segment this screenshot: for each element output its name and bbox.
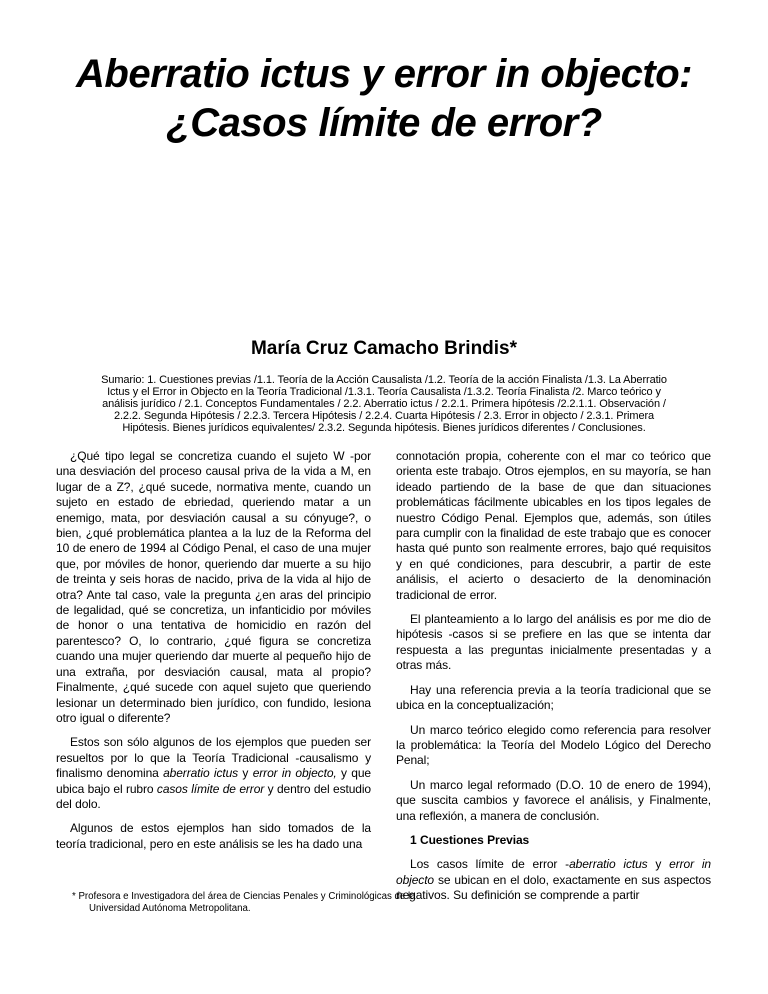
- text-run: y: [238, 766, 253, 781]
- text-run: Un marco teórico elegido como referencia para resolver la problemática: la Teoría del Modelo Lógico del Derecho Penal;: [396, 722, 711, 768]
- author-name: María Cruz Camacho Brindis*: [250, 338, 518, 359]
- body-paragraph: [396, 612, 711, 674]
- italic-term: aberratio ictus: [163, 766, 239, 781]
- text-run: 1 Cuestiones Previas: [410, 832, 530, 847]
- text-run: Algunos de estos ejemplos han sido tomados de la teoría tradicional, pero en este análisis se les ha dado una: [56, 821, 371, 851]
- text-run: Estos son sólo algunos de los ejemplos que pueden ser resueltos por lo que la Teoría Tradicional -causalismo y finalismo denomina: [56, 735, 371, 781]
- text-run: y: [647, 857, 670, 872]
- text-run: y dentro del estudio del dolo.: [56, 781, 371, 811]
- title-line-2: ¿Casos límite de error?: [166, 101, 602, 145]
- body-paragraph: [396, 723, 711, 769]
- column-left: [56, 449, 371, 913]
- body-paragraph: [396, 857, 711, 903]
- body-paragraph: [396, 683, 711, 714]
- body-paragraph: [56, 449, 371, 726]
- text-run: ¿Qué tipo legal se concretiza cuando el sujeto W -por una desviación del proceso causal priva de la vida a M, en lugar de a Z?, ¿qué sucede, normativa mente, cuando un sujeto en estado de ebriedad, queriendo matar a un enemigo, mata, por desviación causal a su cónyuge?, o bien, ¿qué problemática plantea a la luz de la Reforma del 10 de enero de 1994 al Código Penal, el caso de una mujer que, por móviles de honor, queriendo dar muerte a su hijo de treinta y seis horas de nacido, priva de la vida al hijo de otra? Ante tal caso, vale la pregunta ¿en aras del principio de legalidad, qué se concretiza, un infanticidio por móviles de honor o una tentativa de homicidio en razón del parentesco? O, lo contrario, ¿qué figura se concretiza cuando una mujer queriendo dar muerte al pequeño hijo de una extraña, por desviación causal, mata al propio? Finalmente, ¿qué sucede con aquel sujeto que queriendo lesionar un determinado bien jurídico, con fundido, lesiona otro igual o diferente?: [56, 449, 371, 725]
- body-paragraph: [56, 735, 371, 812]
- body-paragraph: [396, 449, 711, 603]
- text-run: El planteamiento a lo largo del análisis es por me dio de hipótesis -casos si se prefiere en las que se intenta dar respuesta a las preguntas inicialmente presentadas y a otras más.: [396, 612, 711, 673]
- body-paragraph: [56, 821, 371, 852]
- two-column-body: [0, 449, 768, 913]
- column-right: [396, 449, 711, 913]
- text-run: Un marco legal reformado (D.O. 10 de enero de 1994), que suscita cambios y favorece el análisis, y Finalmente, una reflexión, a manera de conclusión.: [396, 777, 711, 823]
- document-title: [0, 0, 768, 148]
- body-paragraph: [396, 778, 711, 824]
- text-run: se ubican en el dolo, exactamente en sus aspectos negativos. Su definición se comprende a partir: [396, 872, 711, 903]
- text-run: Los casos límite de error -: [410, 857, 570, 872]
- text-run: y que ubica bajo el rubro: [56, 766, 371, 796]
- text-run: Hay una referencia previa a la teoría tradicional que se ubica en la conceptualización;: [396, 682, 711, 713]
- italic-term: error in objecto: [396, 857, 711, 887]
- section-heading: [396, 833, 711, 848]
- footnote: * Profesora e Investigadora del área de Ciencias Penales y Criminológicas de la Universidad Autónoma Metropolitana.: [72, 891, 416, 914]
- title-line-1: Aberratio ictus y error in objecto:: [76, 52, 692, 96]
- summary-block: Sumario: 1. Cuestiones previas /1.1. Teoría de la Acción Causalista /1.2. Teoría de la acción Finalista /1.3. La Aberratio Ictus y el Error in Objecto en la Teoría Tradicional /1.3.1. Teoría Causalista /1.3.2. Teoría Finalista /2. Marco teórico y análisis jurídico / 2.1. Conceptos Fundamentales / 2.2. Aberratio ictus / 2.2.1. Primera hipótesis /2.2.1.1. Observación / 2.2.2. Segunda Hipótesis / 2.2.3. Tercera Hipótesis / 2.2.4. Cuarta Hipótesis / 2.3. Error in objecto / 2.3.1. Primera Hipótesis. Bienes jurídicos equivalentes/ 2.3.2. Segunda hipótesis. Bienes jurídicos diferentes / Conclusiones.: [101, 374, 667, 434]
- italic-term: error in objecto,: [252, 766, 337, 781]
- text-run: connotación propia, coherente con el mar co teórico que orienta este trabajo. Otros ejemplos, en su mayoría, se han ideado partiendo de la base de que dan situaciones problemáticas fácilmente ubicables en los tipos legales de nuestro Código Penal. Ejemplos que, además, son útiles para cumplir con la finalidad de este trabajo que es conocer hasta qué punto son realmente errores, bajo qué requisitos y en qué condiciones, para descubrir, a partir de este análisis, el acierto o desacierto de la denominación tradicional de error.: [396, 449, 711, 602]
- italic-term: aberratio ictus: [569, 857, 648, 872]
- italic-term: casos límite de error: [156, 781, 265, 796]
